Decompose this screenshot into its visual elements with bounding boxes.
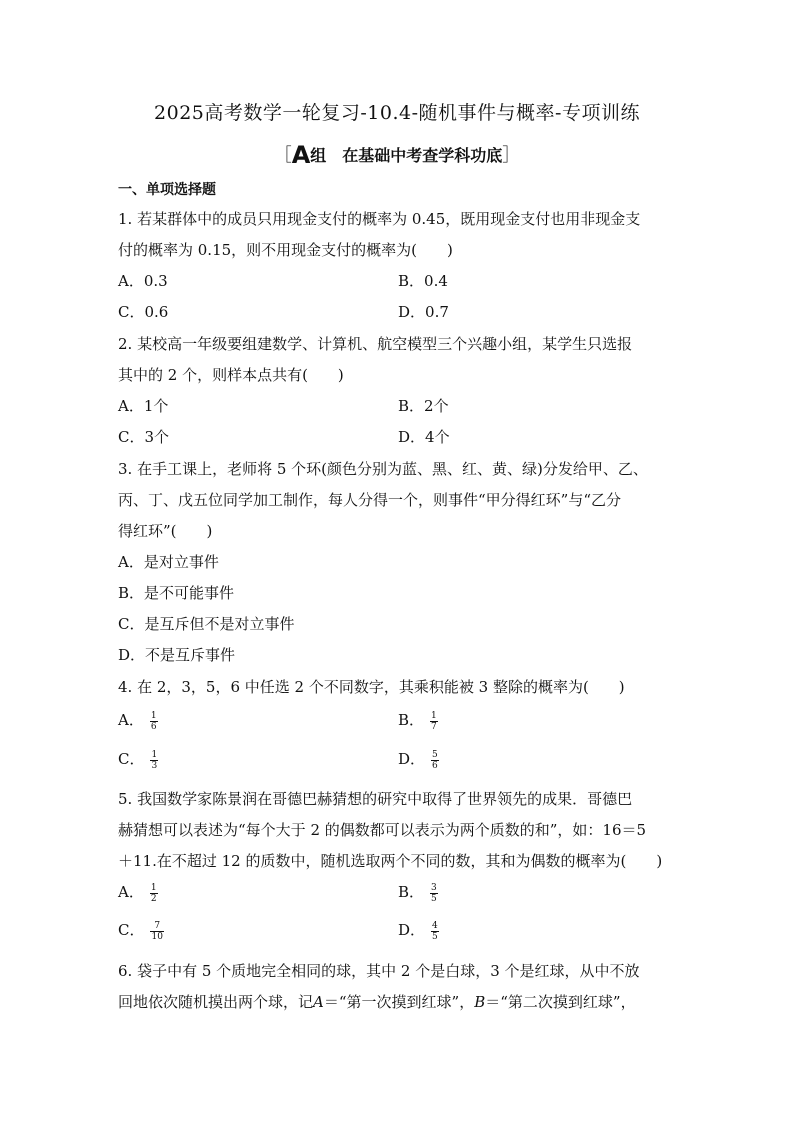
q5-option-d xyxy=(398,920,439,942)
q5-option-c xyxy=(118,920,164,942)
fraction-denominator: 6 xyxy=(150,721,157,732)
q2-line1: 2. 某校高一年级要组建数学、计算机、航空模型三个兴趣小组，某学生只选报 xyxy=(118,335,633,353)
q6-line2-part3: ＝“第二次摸到红球”， xyxy=(485,993,636,1011)
q5-option-b-label: B． xyxy=(398,883,425,901)
q5-line3: ＋11.在不超过 12 的质数中，随机选取两个不同的数，其和为偶数的概率为( ) xyxy=(118,852,663,870)
q1-line1: 1. 若某群体中的成员只用现金支付的概率为 0.45，既用现金支付也用非现金支 xyxy=(118,210,641,228)
fraction-numerator: 1 xyxy=(151,749,158,760)
q4-option-a xyxy=(118,710,158,732)
fraction-numerator: 1 xyxy=(431,710,437,721)
q4-option-c-fraction xyxy=(150,750,158,771)
q2-line2: 其中的 2 个，则样本点共有( ) xyxy=(118,366,344,384)
q2-option-a: A．1个 xyxy=(118,397,169,415)
q6-line2 xyxy=(118,992,636,1012)
fraction-numerator: 1 xyxy=(150,882,157,893)
group-letter: A xyxy=(291,141,311,169)
fraction-denominator: 2 xyxy=(150,893,157,904)
page-title: 2025高考数学一轮复习-10.4-随机事件与概率-专项训练 xyxy=(154,102,640,124)
fraction-numerator: 1 xyxy=(150,710,157,721)
q4-option-a-fraction xyxy=(150,711,158,732)
q4-option-c xyxy=(118,749,158,771)
q6-line2-part2: ＝“第一次摸到红球”， xyxy=(323,993,475,1011)
q4-option-d-fraction xyxy=(431,750,439,771)
q3-option-d: D．不是互斥事件 xyxy=(118,646,236,664)
fraction-denominator: 5 xyxy=(431,893,437,904)
q5-option-b-fraction xyxy=(430,883,438,904)
fraction-denominator: 7 xyxy=(431,721,437,732)
q5-line2: 赫猜想可以表述为“每个大于 2 的偶数都可以表示为两个质数的和”，如：16＝5 xyxy=(118,821,647,839)
q1-option-b: B．0.4 xyxy=(398,272,448,290)
q5-option-c-fraction xyxy=(150,921,163,942)
subtitle-open-bracket: ［ xyxy=(273,145,292,166)
section-heading: 一、单项选择题 xyxy=(118,182,216,198)
q3-option-b: B．是不可能事件 xyxy=(118,584,235,602)
q4-option-d xyxy=(398,749,439,771)
q4-line1: 4. 在 2，3，5，6 中任选 2 个不同数字，其乘积能被 3 整除的概率为( ) xyxy=(118,678,625,696)
group-subtitle xyxy=(0,141,794,169)
q5-option-c-label: C． xyxy=(118,921,145,939)
q6-line2-part1: 回地依次随机摸出两个球，记 xyxy=(118,993,314,1011)
group-text: 组 在基础中考查学科功底 xyxy=(310,146,503,165)
q5-option-a xyxy=(118,882,158,904)
q5-option-d-label: D． xyxy=(398,921,426,939)
q3-line2: 丙、丁、戊五位同学加工制作，每人分得一个，则事件“甲分得红环”与“乙分 xyxy=(118,491,622,509)
q5-option-a-label: A． xyxy=(118,883,144,901)
q5-option-d-fraction xyxy=(431,921,439,942)
event-b-variable: B xyxy=(474,993,486,1011)
q1-option-d: D．0.7 xyxy=(398,303,449,321)
q4-option-a-label: A． xyxy=(118,711,144,729)
q1-option-a: A．0.3 xyxy=(118,272,168,290)
q3-option-c: C．是互斥但不是对立事件 xyxy=(118,615,295,633)
q3-line3: 得红环”( ) xyxy=(118,522,213,540)
fraction-numerator: 7 xyxy=(150,921,163,932)
q2-option-b: B．2个 xyxy=(398,397,449,415)
q3-line1: 3. 在手工课上，老师将 5 个环(颜色分别为蓝、黑、红、黄、绿)分发给甲、乙、 xyxy=(118,460,648,478)
fraction-denominator: 6 xyxy=(432,760,438,771)
fraction-denominator: 5 xyxy=(432,931,438,942)
q2-option-c: C．3个 xyxy=(118,428,170,446)
q5-option-a-fraction xyxy=(150,883,158,904)
q3-option-a: A．是对立事件 xyxy=(118,553,219,571)
fraction-denominator: 10 xyxy=(151,931,163,942)
q6-line1: 6. 袋子中有 5 个质地完全相同的球，其中 2 个是白球，3 个是红球，从中不放 xyxy=(118,962,640,980)
q4-option-d-label: D． xyxy=(398,750,426,768)
q4-option-b-label: B． xyxy=(398,711,425,729)
q5-option-b xyxy=(398,882,438,904)
q4-option-b xyxy=(398,710,438,732)
q1-line2: 付的概率为 0.15，则不用现金支付的概率为( ) xyxy=(118,241,453,259)
q4-option-b-fraction xyxy=(430,711,438,732)
q5-line1: 5. 我国数学家陈景润在哥德巴赫猜想的研究中取得了世界领先的成果．哥德巴 xyxy=(118,790,633,808)
fraction-denominator: 3 xyxy=(151,760,158,771)
q1-option-c: C．0.6 xyxy=(118,303,169,321)
fraction-numerator: 5 xyxy=(432,749,438,760)
q4-option-c-label: C． xyxy=(118,750,145,768)
event-a-variable: A xyxy=(313,993,324,1011)
q2-option-d: D．4个 xyxy=(398,428,450,446)
fraction-numerator: 3 xyxy=(431,882,437,893)
fraction-numerator: 4 xyxy=(432,920,438,931)
subtitle-close-bracket: ］ xyxy=(502,145,521,166)
